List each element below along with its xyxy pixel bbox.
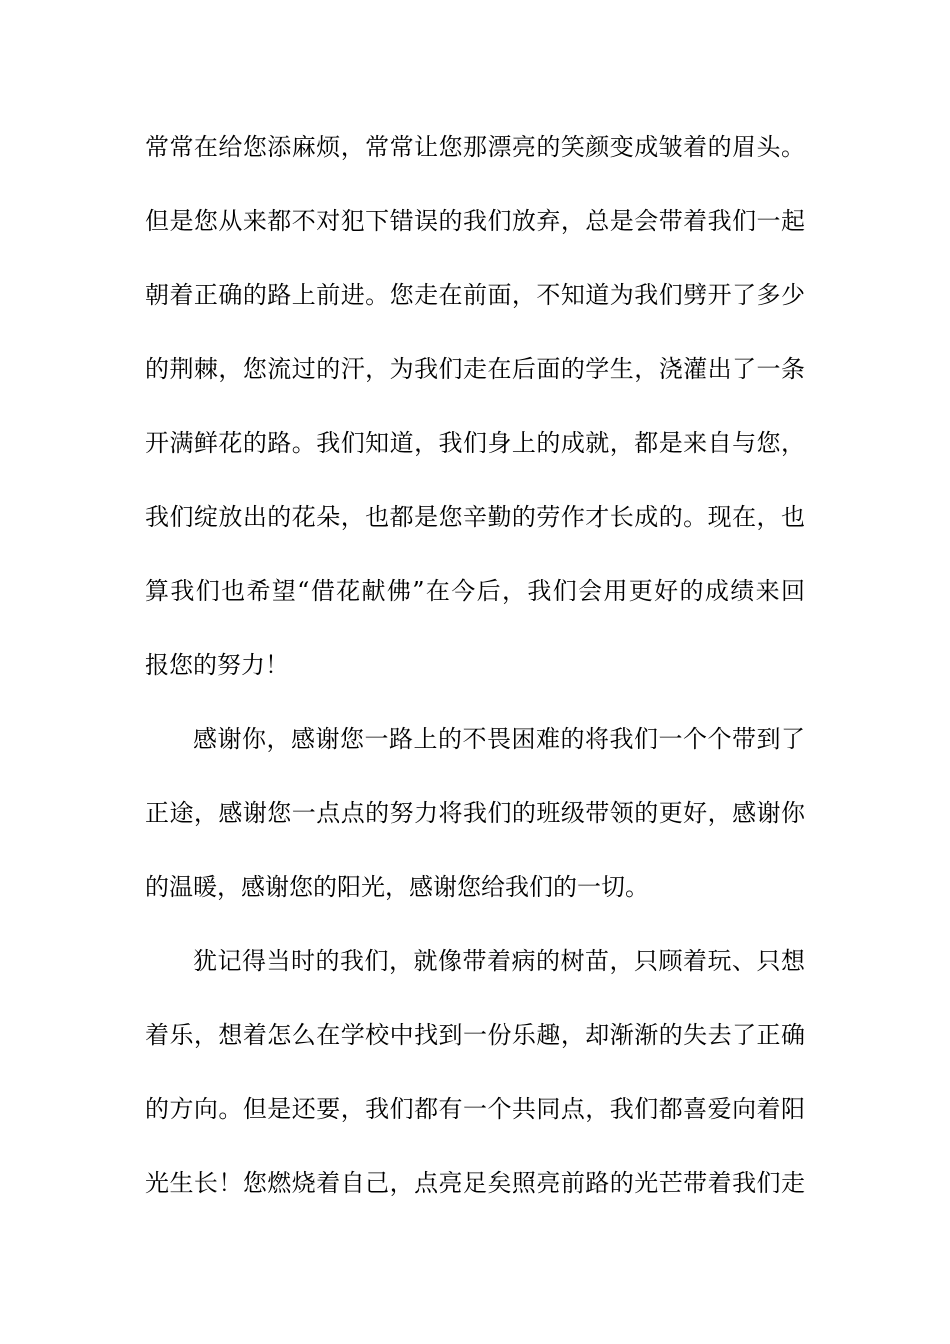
text-line: 算我们也希望“借花献佛”在今后，我们会用更好的成绩来回 bbox=[145, 577, 805, 605]
text-line: 我们绽放出的花朵，也都是您辛勤的劳作才长成的。现在，也 bbox=[145, 503, 805, 531]
text-line: 的温暖，感谢您的阳光，感谢您给我们的一切。 bbox=[145, 873, 649, 901]
text-line: 朝着正确的路上前进。您走在前面，不知道为我们劈开了多少 bbox=[145, 281, 805, 309]
text-line: 报您的努力！ bbox=[145, 651, 289, 679]
text-line: 的方向。但是还要，我们都有一个共同点，我们都喜爱向着阳 bbox=[145, 1095, 805, 1123]
text-line: 光生长！您燃烧着自己，点亮足矣照亮前路的光芒带着我们走 bbox=[145, 1169, 805, 1197]
paragraph-first-line: 犹记得当时的我们，就像带着病的树苗，只顾着玩、只想 bbox=[193, 947, 805, 975]
text-line: 的荆棘，您流过的汗，为我们走在后面的学生，浇灌出了一条 bbox=[145, 355, 805, 383]
text-line: 常常在给您添麻烦，常常让您那漂亮的笑颜变成皱着的眉头。 bbox=[145, 133, 805, 161]
text-line: 着乐，想着怎么在学校中找到一份乐趣，却渐渐的失去了正确 bbox=[145, 1021, 805, 1049]
text-line: 开满鲜花的路。我们知道，我们身上的成就，都是来自与您， bbox=[145, 429, 805, 457]
text-line: 但是您从来都不对犯下错误的我们放弃，总是会带着我们一起 bbox=[145, 207, 805, 235]
document-body bbox=[145, 129, 805, 1239]
paragraph-first-line: 感谢你，感谢您一路上的不畏困难的将我们一个个带到了 bbox=[193, 725, 805, 753]
text-line: 正途，感谢您一点点的努力将我们的班级带领的更好，感谢你 bbox=[145, 799, 805, 827]
